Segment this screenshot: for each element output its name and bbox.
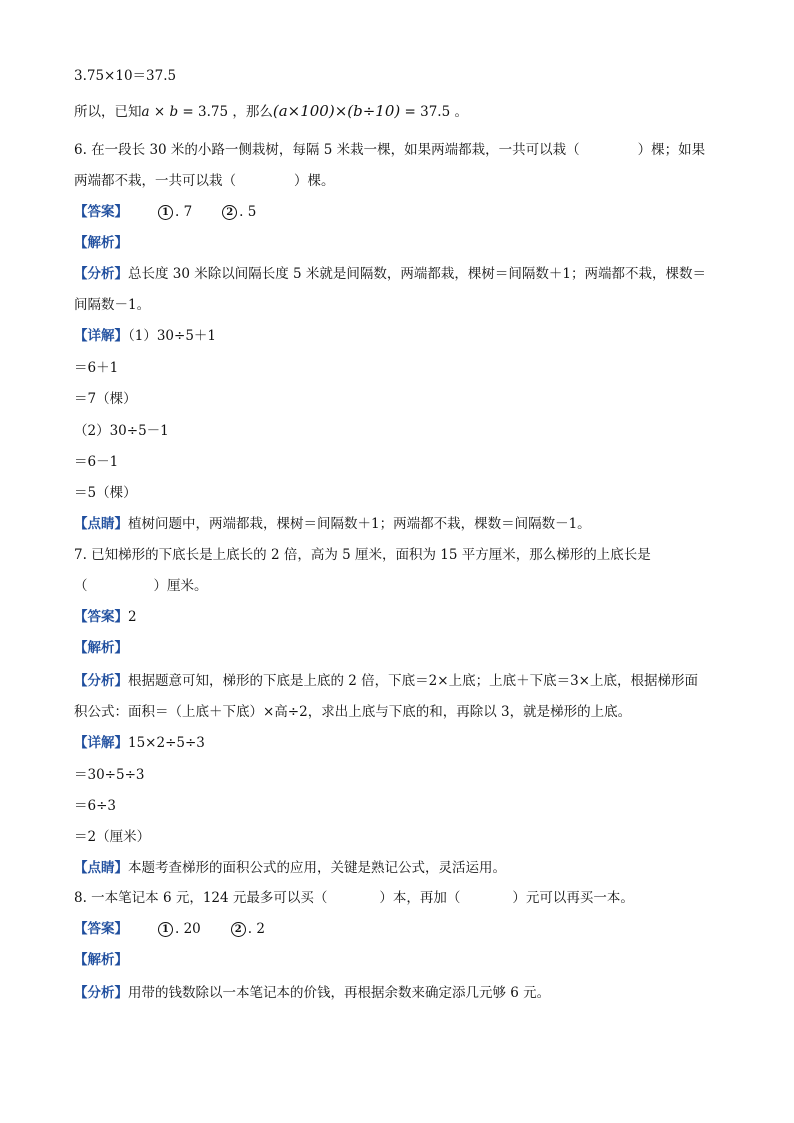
answer-value: . 5 [239,204,257,220]
detail-tag: 【详解】 [74,328,128,344]
dianjing-tag: 【点睛】 [74,516,128,532]
detail-text: ＝6÷3 [74,798,116,814]
equation-text: 3.75×10＝37.5 [74,68,177,84]
detail-line [74,483,137,503]
detail-line [74,421,169,441]
detail-line [74,827,150,847]
answer-tag: 【答案】 [74,921,128,937]
analysis-text: 积公式：面积＝（上底＋下底）×高÷2，求出上底与下底的和，再除以 3，就是梯形的上底。 [74,704,632,720]
sentence-text: = 3.75 ，那么 [178,104,273,120]
analysis-heading [74,233,128,253]
question-text: 8. 一本笔记本 6 元，124 元最多可以买（ [74,890,328,906]
detail-text: （1）30÷5＋1 [128,328,217,344]
detail-text: ＝30÷5÷3 [74,767,145,783]
answer-line [74,919,265,939]
question-text: ）本，再加（ [379,890,461,906]
detail-text: ＝6＋1 [74,360,119,376]
dianjing-tag: 【点睛】 [74,860,128,876]
analysis-heading [74,950,128,970]
detail-tag: 【详解】 [74,735,128,751]
dianjing-line [74,858,506,878]
detail-text: （2）30÷5－1 [74,423,169,439]
answer-value: . 7 [175,204,193,220]
analysis-line [74,295,150,315]
answer-tag: 【答案】 [74,204,128,220]
sentence-text: = 37.5 。 [400,104,468,120]
dianjing-line [74,514,591,534]
detail-text: 15×2÷5÷3 [128,735,205,751]
detail-text: ＝5（棵） [74,485,137,501]
detail-line [74,326,216,346]
answer-tag: 【答案】 [74,609,128,625]
math-expression: (a×100)×(b÷10) [272,102,401,120]
question-6-line-2 [74,171,335,191]
analysis-tag: 【解析】 [74,640,128,656]
analysis-tag: 【解析】 [74,952,128,968]
detail-text: ＝7（棵） [74,391,137,407]
question-text: ）厘米。 [153,578,208,594]
fenxi-tag: 【分析】 [74,266,128,282]
sentence-text: 所以，已知 [74,104,142,120]
question-text: ）元可以再买一本。 [512,890,634,906]
analysis-text: 用带的钱数除以一本笔记本的价钱，再根据余数来确定添几元够 6 元。 [128,985,551,1001]
circled-number-icon: 2 [222,205,237,220]
detail-line [74,452,118,472]
analysis-line [74,264,706,284]
detail-line [74,389,137,409]
analysis-line [74,671,698,691]
answer-value: 2 [128,609,137,625]
question-8-line [74,888,634,908]
dianjing-text: 植树问题中，两端都栽，棵树＝间隔数＋1；两端都不栽，棵数＝间隔数－1。 [128,516,591,532]
analysis-line [74,983,550,1003]
detail-text: ＝2（厘米） [74,829,151,845]
analysis-line [74,702,631,722]
detail-text: ＝6－1 [74,454,119,470]
analysis-text: 总长度 30 米除以间隔长度 5 米就是间隔数，两端都栽，棵树＝间隔数＋1；两端都不栽，棵数＝ [128,266,707,282]
question-text: 6. 在一段长 30 米的小路一侧栽树，每隔 5 米栽一棵，如果两端都栽，一共可以栽（ [74,142,580,158]
answer-line [74,202,256,222]
question-text: 两端都不栽，一共可以栽（ [74,173,236,189]
question-text: ）棵；如果 [637,142,706,158]
answer-line [74,607,137,627]
analysis-text: 间隔数－1。 [74,297,151,313]
fenxi-tag: 【分析】 [74,673,128,689]
text-line [74,101,468,122]
analysis-heading [74,638,128,658]
question-6-line-1 [74,140,705,160]
circled-number-icon: 1 [158,922,173,937]
detail-line [74,733,205,753]
fenxi-tag: 【分析】 [74,985,128,1001]
question-7-line-1 [74,545,651,565]
analysis-text: 根据题意可知，梯形的下底是上底的 2 倍，下底＝2×上底；上底＋下底＝3×上底，根据梯形面 [128,673,698,689]
answer-value: . 20 [175,921,201,937]
question-7-line-2 [74,576,208,596]
question-text: ）棵。 [294,173,335,189]
text-line [74,66,176,86]
analysis-tag: 【解析】 [74,235,128,251]
detail-line [74,765,144,785]
question-text: （ [74,578,88,594]
answer-value: . 2 [247,921,265,937]
question-text: 7. 已知梯形的下底长是上底长的 2 倍，高为 5 厘米，面积为 15 平方厘米，那么梯形的上底长是 [74,547,651,563]
dianjing-text: 本题考查梯形的面积公式的应用，关键是熟记公式，灵活运用。 [128,860,506,876]
detail-line [74,358,118,378]
math-expression: a × b [141,104,179,120]
circled-number-icon: 1 [158,205,173,220]
detail-line [74,796,116,816]
circled-number-icon: 2 [231,922,246,937]
